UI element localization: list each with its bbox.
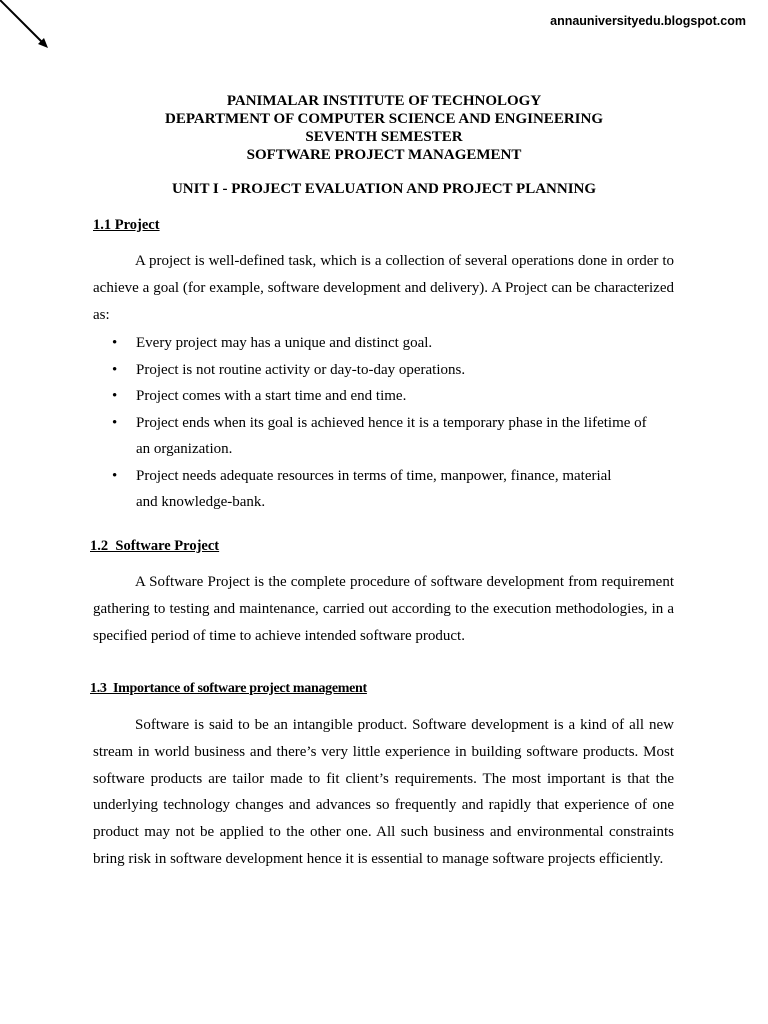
unit-title: UNIT I - PROJECT EVALUATION AND PROJECT PLANNING bbox=[171, 181, 597, 197]
project-characteristics-list bbox=[110, 330, 670, 516]
document-header bbox=[0, 92, 768, 164]
site-url: annauniversityedu.blogspot.com bbox=[550, 14, 746, 28]
section-paragraph-software-project: A Software Project is the complete procedure of software development from requirement gathering to testing and maintenance, carried out according to the execution methodologies, in a specified period of time to achieve intended software product. bbox=[93, 574, 674, 644]
institute-name: PANIMALAR INSTITUTE OF TECHNOLOGY bbox=[226, 93, 542, 109]
bullet-icon: • bbox=[112, 335, 118, 351]
section-heading-importance: 1.3 Importance of software project management bbox=[90, 681, 367, 696]
list-item bbox=[110, 383, 670, 410]
list-item-text: Project needs adequate resources in terms of time, manpower, finance, material and knowledge-bank. bbox=[136, 467, 612, 510]
bullet-icon: • bbox=[112, 361, 118, 378]
list-item-text: Project comes with a start time and end time. bbox=[136, 388, 407, 404]
list-item-text: Every project may has a unique and distinct goal. bbox=[136, 335, 433, 351]
semester-label: SEVENTH SEMESTER bbox=[305, 129, 463, 145]
bullet-icon: • bbox=[112, 414, 118, 431]
section-heading-software-project: 1.2 Software Project bbox=[90, 538, 220, 554]
list-item-text: Project ends when its goal is achieved hence it is a temporary phase in the lifetime of an organization. bbox=[136, 414, 647, 457]
list-item bbox=[110, 463, 636, 516]
arrow-icon bbox=[0, 0, 60, 60]
section-paragraph-project: A project is well-defined task, which is a collection of several operations done in order to achieve a goal (for example, software development and delivery). A Project can be characterized as: bbox=[93, 253, 674, 323]
bullet-icon: • bbox=[112, 467, 118, 484]
bullet-icon: • bbox=[112, 388, 118, 404]
subject-title: SOFTWARE PROJECT MANAGEMENT bbox=[246, 147, 522, 163]
section-paragraph-importance: Software is said to be an intangible product. Software development is a kind of all new stream in world business and there’s very little experience in building software products. Most software products are tailor made to fit client’s requirements. The most important is that the underlying technology changes and advances so frequently and rapidly that experience of one product may not be applied to the other one. All such business and environmental constraints bring risk in software development hence it is essential to manage software projects efficiently. bbox=[93, 717, 674, 867]
list-item bbox=[110, 330, 670, 357]
list-item-text: Project is not routine activity or day-to-day operations. bbox=[136, 361, 466, 378]
department-name: DEPARTMENT OF COMPUTER SCIENCE AND ENGINEERING bbox=[165, 111, 603, 127]
list-item bbox=[110, 410, 670, 463]
section-heading-project: 1.1 Project bbox=[93, 217, 160, 233]
list-item bbox=[110, 357, 670, 384]
